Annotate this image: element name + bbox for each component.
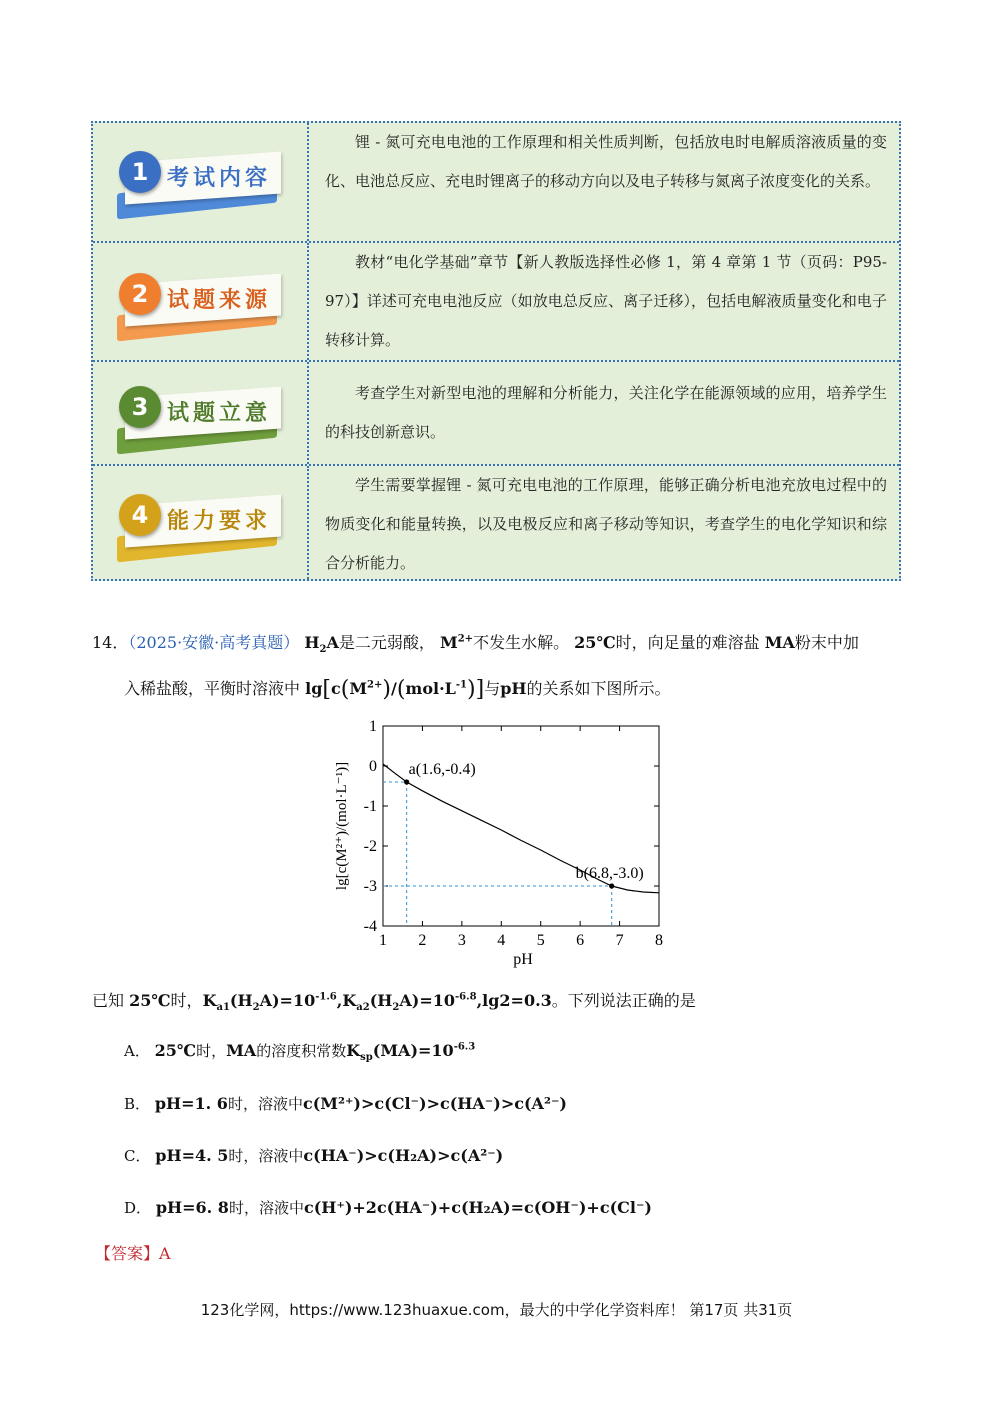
question-line-1 (92, 630, 859, 655)
info-table (91, 121, 901, 581)
plot-frame (383, 726, 659, 926)
row-divider (307, 466, 309, 579)
info-row-exam-content (93, 123, 899, 241)
option-ph: pH=4. 5 (155, 1146, 229, 1165)
info-text: 锂 - 氮可充电电池的工作原理和相关性质判断，包括放电时电解质溶液质量的变化、电池总反应、充电时锂离子的移动方向以及电子转移与氮离子浓度变化的关系。 (325, 133, 887, 190)
badge-number: 2 (119, 273, 161, 315)
option-a[interactable] (124, 1040, 475, 1063)
stem-text: 的关系如下图所示。 (526, 679, 671, 698)
badge-label: 能力要求 (167, 509, 272, 534)
point-label: b(6.8,-3.0) (575, 865, 644, 882)
row-divider (307, 123, 309, 241)
info-text: 学生需要掌握锂 - 氮可充电电池的工作原理，能够正确分析电池充放电过程中的物质变化和能量转换，以及电极反应和离子移动等知识，考查学生的电化学知识和综合分析能力。 (325, 476, 887, 572)
data-point (609, 883, 614, 888)
expression-lg: $\lg[c(M^{2+})/(mol\cdot L^{-1})]$ (305, 677, 485, 702)
x-tick-label: 2 (418, 932, 427, 949)
known-expression: 25℃时，$K_{a1}(H_2A)=10^{-1.6},K_{a2}(H_2A)=10^{-6.8},\lg 2=0.3$ (129, 991, 552, 1014)
stem-text: 。下列说法正确的是 (551, 991, 696, 1010)
chem-h2a: $H_2A$ (304, 633, 339, 656)
y-axis-label: lg[c(M²⁺)/(mol·L⁻¹)] (334, 761, 350, 891)
option-ph: pH=6. 8 (155, 1198, 229, 1217)
badge-number: 1 (119, 151, 161, 193)
option-text: 时，溶液中 (227, 1095, 303, 1113)
known-line (92, 988, 696, 1013)
row-divider (307, 243, 309, 360)
answer-value: A (159, 1244, 171, 1263)
question-line-2 (124, 676, 671, 702)
ph-label: pH (500, 679, 527, 698)
y-tick-label: 1 (369, 718, 377, 735)
badge-1 (111, 149, 283, 217)
info-row-ability-requirement (93, 464, 899, 579)
row-divider (307, 362, 309, 464)
stem-text: 是二元弱酸， (338, 633, 435, 652)
option-expression: c(H⁺)+2c(HA⁻)+c(H₂A)=c(OH⁻)+c(Cl⁻) (303, 1198, 652, 1217)
option-text: 时， (196, 1042, 227, 1060)
known-label: 已知 (92, 991, 125, 1010)
option-expression: c(HA⁻)>c(H₂A)>c(A²⁻) (303, 1146, 504, 1165)
info-text: 教材“电化学基础”章节【新人教版选择性必修 1，第 4 章第 1 节（页码：P95-97）】详述可充电电池反应（如放电总反应、离子迁移），包括电解液质量变化和电子转移计算。 (325, 253, 887, 349)
option-text: MA (226, 1041, 257, 1060)
badge-label: 试题立意 (167, 401, 272, 426)
option-ph: pH=1. 6 (154, 1094, 228, 1113)
badge-4 (111, 492, 283, 560)
badge-2 (111, 271, 283, 339)
badge-label: 试题来源 (167, 288, 272, 313)
stem-text: 粉末中加 (794, 633, 859, 652)
option-text: 时，溶液中 (228, 1147, 304, 1165)
stem-text: 与 (484, 679, 501, 698)
x-tick-label: 4 (497, 932, 506, 949)
stem-text: 时，向足量的难溶盐 (615, 633, 760, 652)
option-text: 的溶度积常数 (256, 1042, 347, 1060)
y-tick-label: -1 (363, 798, 377, 815)
option-letter: A． (124, 1042, 150, 1060)
question-source: （2025·安徽·高考真题） (128, 633, 300, 652)
info-row-question-source (93, 241, 899, 360)
chem-m2plus: $M^{2+}$ (440, 633, 474, 652)
page-footer: 123化学网，https://www.123huaxue.com，最大的中学化学资料库！ 第17页 共31页 (200, 1301, 793, 1319)
option-b[interactable] (124, 1093, 567, 1114)
y-tick-label: -4 (363, 918, 377, 935)
y-tick-label: 0 (369, 758, 377, 775)
badge-number: 3 (119, 386, 161, 428)
option-letter: C． (124, 1147, 151, 1165)
x-tick-label: 8 (655, 932, 663, 949)
answer (95, 1241, 171, 1264)
y-tick-label: -2 (363, 838, 377, 855)
badge-number: 4 (119, 494, 161, 536)
option-expression: c(M²⁺)>c(Cl⁻)>c(HA⁻)>c(A²⁻) (302, 1094, 567, 1113)
data-point (404, 779, 409, 784)
x-tick-label: 5 (536, 932, 545, 949)
x-tick-label: 7 (615, 932, 624, 949)
x-tick-label: 3 (457, 932, 466, 949)
option-letter: D． (124, 1199, 152, 1217)
option-expression: $K_{sp}(MA)=10^{-6.3}$ (346, 1041, 476, 1064)
question-number: 14． (92, 633, 129, 652)
badge-label: 考试内容 (167, 166, 272, 191)
badge-3 (111, 384, 283, 452)
option-text: 25℃ (154, 1041, 197, 1060)
x-axis-label: pH (513, 951, 533, 968)
stem-text: 不发生水解。 (473, 633, 570, 652)
option-letter: B． (124, 1095, 151, 1113)
ph-chart (330, 712, 690, 972)
chem-ma: MA (764, 633, 795, 652)
y-tick-label: -3 (363, 878, 377, 895)
option-c[interactable] (124, 1145, 503, 1166)
x-tick-label: 6 (576, 932, 585, 949)
stem-text: 入稀盐酸，平衡时溶液中 (124, 679, 301, 698)
point-label: a(1.6,-0.4) (408, 761, 476, 778)
x-tick-label: 1 (379, 932, 387, 949)
info-row-question-intent (93, 360, 899, 464)
temperature: 25℃ (574, 633, 616, 652)
info-text: 考查学生对新型电池的理解和分析能力，关注化学在能源领域的应用，培养学生的科技创新意识。 (325, 384, 887, 441)
answer-label: 【答案】 (95, 1244, 160, 1263)
option-d[interactable] (124, 1197, 652, 1218)
option-text: 时，溶液中 (228, 1199, 304, 1217)
